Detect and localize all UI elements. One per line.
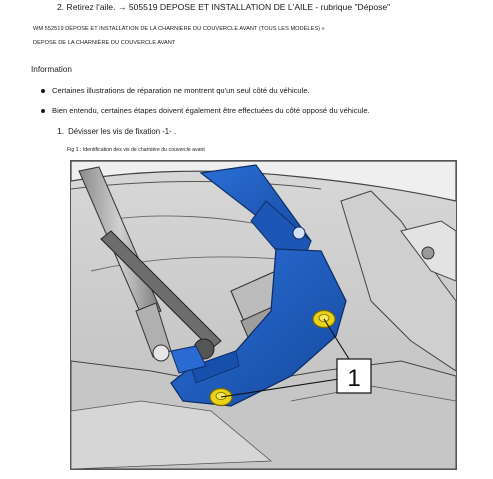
step-number: 1. [57,126,65,136]
hinge-illustration [70,160,457,470]
callout-label: 1 [347,365,361,392]
pivot-pin-icon [293,227,305,239]
bullet-item [41,106,370,115]
section-heading: Information [31,65,72,74]
previous-step-text: 2. Retirez l'aile. → 505519 DEPOSE ET INSTALLATION DE L'AILE - rubrique "Dépose" [57,2,391,12]
bullet-text: Bien entendu, certaines étapes doivent également être effectuées du côté opposé du véhicule. [52,106,370,115]
bullet-text: Certaines illustrations de réparation ne montrent qu'un seul côté du véhicule. [52,86,310,95]
hinge-drawing [71,161,456,469]
figure-caption: Fig 1 : Identification des vis de charnière du couvercle avant [67,147,205,153]
strut-joint [153,345,169,361]
step-text: Dévisser les vis de fixation -1- . [68,127,177,136]
bullet-icon [41,109,45,113]
breadcrumb-line-2[interactable]: DEPOSE DE LA CHARNIÈRE DU COUVERCLE AVANT [33,40,176,46]
bullet-item [41,86,310,95]
breadcrumb-line-1[interactable]: WM 552519 DÉPOSE ET INSTALLATION DE LA CHARNIÈRE DU COUVERCLE AVANT (TOUS LES MODÈLES) » [33,26,325,32]
step-instruction [57,126,176,136]
bolt-icon [422,247,434,259]
bullet-icon [41,89,45,93]
